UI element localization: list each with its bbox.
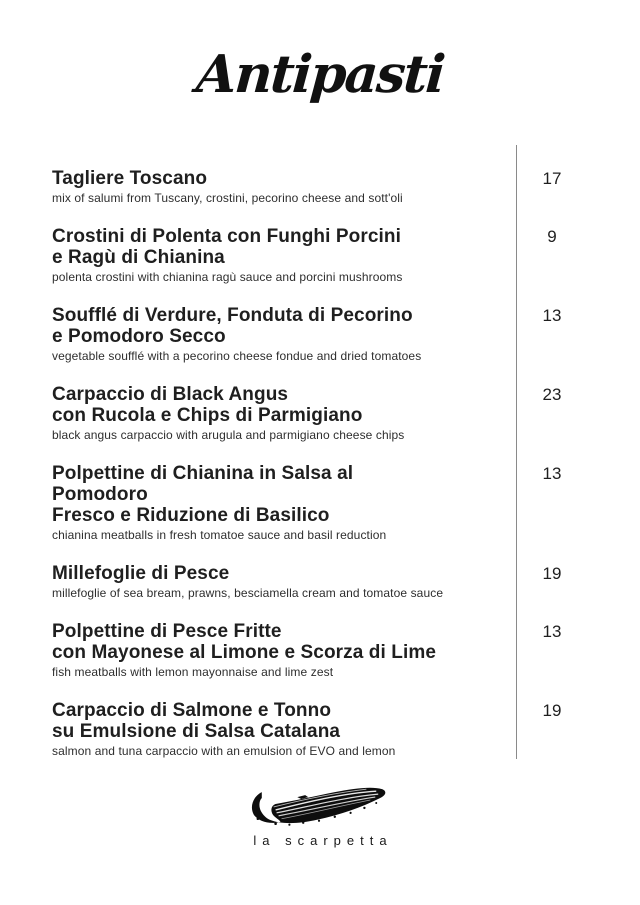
dish-price: 23 [542,385,562,404]
dish-description: mix of salumi from Tuscany, crostini, pecorino cheese and sott'oli [52,191,403,205]
menu-item [52,700,640,758]
dish-price: 17 [542,169,562,188]
menu-item [52,305,640,363]
dish-text [52,621,464,679]
page-title: Antipasti [194,44,446,105]
dish-description: polenta crostini with chianina ragù sauce and porcini mushrooms [52,270,403,284]
dish-name: Carpaccio di Salmone e Tonno su Emulsione di Salsa Catalana [52,700,341,742]
brush-stroke-icon [246,776,394,828]
dish-name: Soufflé di Verdure, Fonduta di Pecorino e Pomodoro Secco [52,305,413,347]
dish-text [52,700,464,758]
dish-text [52,384,464,442]
dish-price: 13 [542,306,562,325]
menu-item [52,168,640,205]
menu-item [52,463,640,542]
dish-price: 13 [542,464,562,483]
dish-price: 19 [542,701,562,720]
dish-name: Tagliere Toscano [52,168,208,189]
dish-description: black angus carpaccio with arugula and parmigiano cheese chips [52,428,405,442]
menu-section [52,145,640,779]
dish-name: Polpettine di Chianina in Salsa al Pomodoro Fresco e Riduzione di Basilico [52,463,354,526]
dish-name: Millefoglie di Pesce [52,563,230,584]
divider-line [516,145,517,759]
menu-item [52,563,640,600]
brand-name: la scarpetta [253,833,393,848]
dish-description: millefoglie of sea bream, prawns, besciamella cream and tomatoe sauce [52,586,444,600]
dish-text [52,226,464,284]
menu-item [52,621,640,679]
dish-price: 9 [547,227,557,246]
dish-text [52,305,464,363]
menu-item [52,226,640,284]
dish-text [52,463,464,542]
dish-price: 19 [542,564,562,583]
dish-name: Carpaccio di Black Angus con Rucola e Chips di Parmigiano [52,384,363,426]
dish-description: salmon and tuna carpaccio with an emulsion of EVO and lemon [52,744,396,758]
dish-description: vegetable soufflé with a pecorino cheese fondue and dried tomatoes [52,349,422,363]
menu-item [52,384,640,442]
dish-description: fish meatballs with lemon mayonnaise and lime zest [52,665,334,679]
dish-name: Crostini di Polenta con Funghi Porcini e Ragù di Chianina [52,226,401,268]
footer [0,776,640,848]
menu-list [52,145,640,758]
dish-text [52,168,464,205]
dish-description: chianina meatballs in fresh tomatoe sauce and basil reduction [52,528,387,542]
dish-price: 13 [542,622,562,641]
dish-text [52,563,464,600]
dish-name: Polpettine di Pesce Fritte con Mayonese al Limone e Scorza di Lime [52,621,437,663]
